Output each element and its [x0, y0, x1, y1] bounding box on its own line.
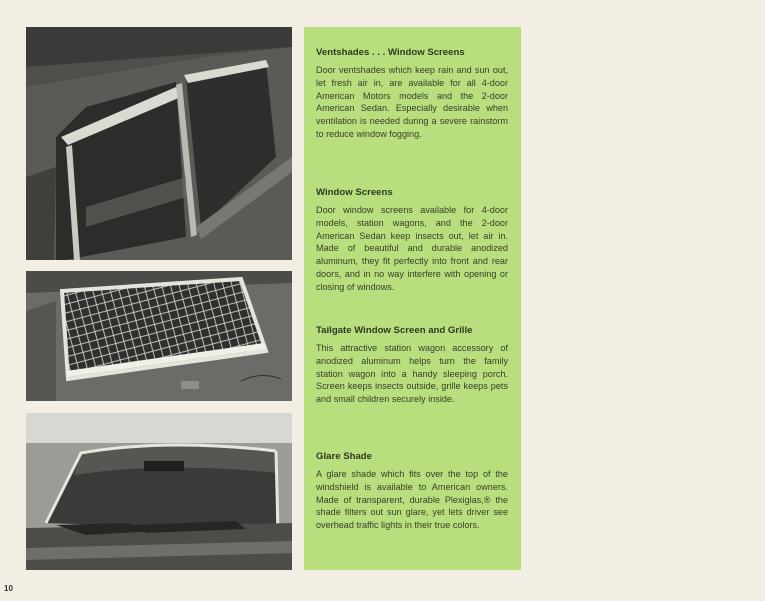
section-body: A glare shade which fits over the top of the windshield is available to American owners. Made of transparent, durable Plexiglas,® the shade filters out sun glare, yet lets driver see overhead traffic lights in their true colors. [316, 469, 508, 531]
section-title: Window Screens [316, 187, 393, 198]
page-number: 10 [4, 584, 13, 593]
ventshades-section [316, 47, 508, 141]
section-title: Tailgate Window Screen and Grille [316, 325, 473, 336]
window-screens-section [316, 187, 508, 294]
tailgate-screen-photo [26, 271, 292, 401]
glare-shade-section [316, 451, 508, 532]
ventshades-photo [26, 27, 292, 260]
section-body: This attractive station wagon accessory of anodized aluminum helps turn the family station wagon into a handy sleeping porch. Screen keeps insects outside, grille keeps pets and small children securely inside. [316, 343, 508, 405]
text-panel [304, 27, 521, 570]
tailgate-screen-section [316, 325, 508, 406]
section-title: Glare Shade [316, 451, 372, 462]
glare-shade-photo [26, 413, 292, 570]
section-body: Door ventshades which keep rain and sun out, let fresh air in, are available for all 4-door American Motors models and the 2-door American Sedan. Especially desirable when ventilation is needed during a severe rainstorm to reduce window fogging. [316, 65, 508, 139]
section-body: Door window screens available for 4-door models, station wagons, and the 2-door American Sedan keep insects out, let air in. Made of beautiful and durable anodized aluminum, they fit perfectly into front and rear doors, and in no way interfere with opening or closing of windows. [316, 205, 508, 292]
section-title: Ventshades . . . Window Screens [316, 47, 465, 58]
